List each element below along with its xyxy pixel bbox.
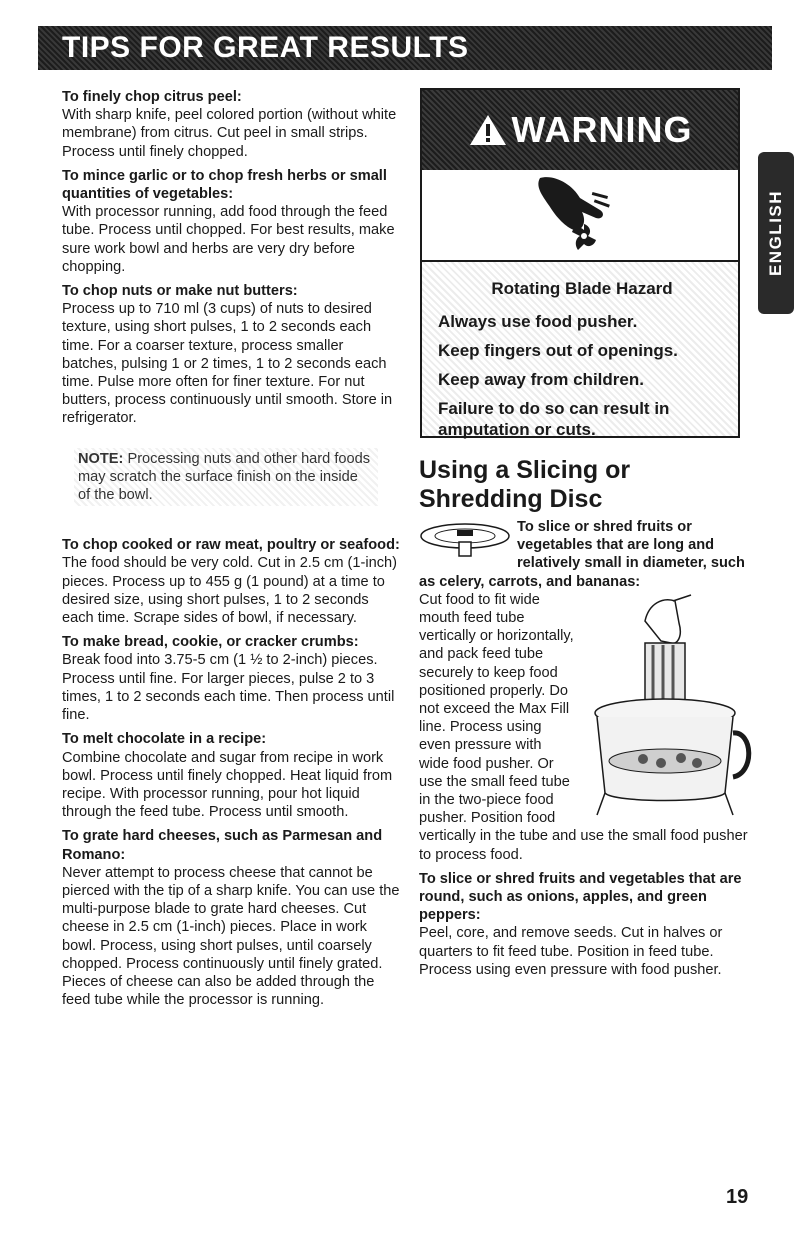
section-body: Never attempt to process cheese that cannot be pierced with the tip of a sharp knife. You can use the multi-purpose blade to grate hard cheeses. Cut cheese in 2.5 cm (1-inch) pieces. Place in work bowl. Process, using short pulses, until coarsely chopped. Process continuously until finely grated. Pieces of cheese can also be added through the feed tube while the processor is running. bbox=[62, 864, 400, 1009]
section-heading: To melt chocolate in a recipe: bbox=[62, 731, 267, 748]
warning-line: Failure to do so can result in amputation or cuts. bbox=[438, 399, 670, 439]
page-banner bbox=[38, 26, 772, 70]
warning-title: WARNING bbox=[511, 109, 693, 150]
warning-line: Keep away from children. bbox=[438, 370, 644, 389]
food-processor-illustration bbox=[583, 593, 759, 819]
banner-title: TIPS FOR GREAT RESULTS bbox=[62, 31, 469, 64]
section-body: Peel, core, and remove seeds. Cut in halves or quarters to fit feed tube. Position in feed tube. Process using even pressure with food pusher. bbox=[419, 925, 723, 978]
language-tab-label: ENGLISH bbox=[766, 189, 785, 277]
note-box bbox=[74, 448, 378, 507]
slicing-disc-icon bbox=[419, 520, 511, 560]
hazard-title: Rotating Blade Hazard bbox=[491, 279, 673, 298]
section-heading: To grate hard cheeses, such as Parmesan and Romano: bbox=[62, 828, 383, 863]
note-text: Processing nuts and other hard foods may scratch the surface finish on the inside of the bowl. bbox=[78, 450, 371, 504]
section-body: Combine chocolate and sugar from recipe in work bowl. Process until finely chopped. Heat liquid from recipe. With processor running, pour hot liquid through the feed tube. Process until smooth. bbox=[62, 749, 393, 821]
section-body: With processor running, add food through the feed tube. Process until chopped. For best results, make sure work bowl and herbs are very dry before chopping. bbox=[62, 204, 395, 275]
section-body: With sharp knife, peel colored portion (without white membrane) from citrus. Cut peel in small strips. Process until finely chopped. bbox=[62, 107, 397, 160]
warning-text bbox=[422, 262, 738, 439]
section-heading: To chop nuts or make nut butters: bbox=[62, 283, 298, 300]
section-body: Break food into 3.75-5 cm (1 ½ to 2-inch) pieces. Process until fine. For larger pieces, pulse 2 to 3 times, 1 to 2 seconds each time. Then process until fine. bbox=[62, 652, 395, 724]
left-column bbox=[62, 88, 402, 1015]
language-tab bbox=[758, 152, 794, 314]
warning-line: Always use food pusher. bbox=[438, 312, 638, 331]
warning-line: Keep fingers out of openings. bbox=[438, 341, 678, 360]
section-heading: To slice or shred fruits or vegetables that are long and relatively small in diameter, such as celery, carrots, and bananas: bbox=[419, 519, 745, 590]
note-label: NOTE: bbox=[78, 450, 124, 467]
section-heading: To make bread, cookie, or cracker crumbs: bbox=[62, 634, 359, 651]
warning-box bbox=[420, 88, 740, 438]
section-heading: To finely chop citrus peel: bbox=[62, 89, 242, 105]
warning-triangle-icon bbox=[468, 113, 508, 147]
section-body: The food should be very cold. Cut in 2.5 cm (1-inch) pieces. Process up to 455 g (1 pound) at a time to desired size, using short pulses, 1 to 2 seconds each time. Scrape sides of bowl, if necessary. bbox=[62, 555, 398, 627]
right-column bbox=[419, 456, 759, 985]
warning-header bbox=[422, 90, 738, 170]
section-body: Cut food to fit wide mouth feed tube vertically or horizontally, and pack feed tube securely to keep food positioned properly. Do not exceed the Max Fill line. Process using even pressure with wide food pusher. Or use the small feed tube in the two-piece food pusher. Position food vertically in the tube and use the small food pusher to process food. bbox=[419, 591, 748, 863]
section-body: Process up to 710 ml (3 cups) of nuts to desired texture, using short pulses, 1 to 2 seconds each time. For a coarser texture, process smaller batches, pulsing 1 or 2 times, 1 to 2 seconds each time. Pulse more often for finer texture. For nut butters, process continuously until smooth. Store in refrigerator. bbox=[62, 301, 393, 427]
page-number: 19 bbox=[726, 1186, 749, 1208]
section-heading: To mince garlic or to chop fresh herbs or small quantities of vegetables: bbox=[62, 167, 387, 203]
section-heading: To chop cooked or raw meat, poultry or seafood: bbox=[62, 537, 400, 554]
section-title: Using a Slicing or Shredding Disc bbox=[419, 456, 631, 513]
blade-hazard-icon bbox=[422, 170, 738, 262]
section-heading: To slice or shred fruits and vegetables that are round, such as onions, apples, and green peppers: bbox=[419, 870, 742, 924]
